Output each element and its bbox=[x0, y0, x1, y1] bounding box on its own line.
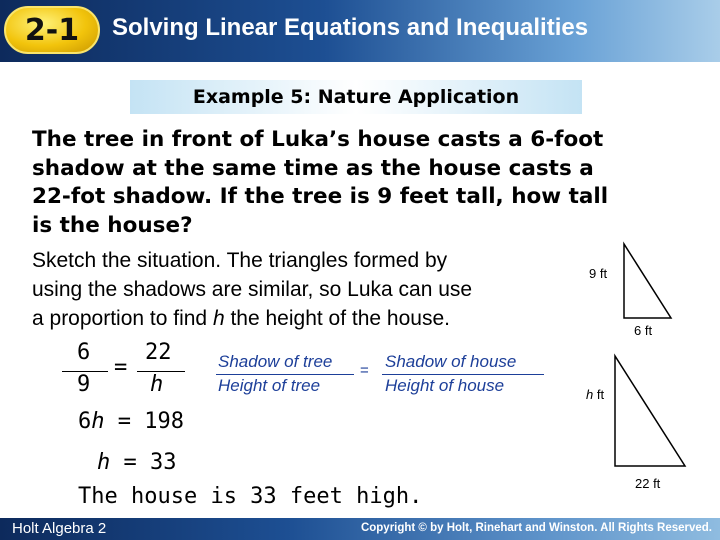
word-left-numerator: Shadow of tree bbox=[218, 352, 333, 371]
sketch-line: using the shadows are similar, so Luka can use bbox=[32, 278, 473, 301]
tree-height-label: 9 ft bbox=[589, 266, 608, 281]
tree-shadow-label: 6 ft bbox=[634, 323, 653, 338]
word-right-denominator: Height of house bbox=[385, 376, 505, 395]
house-height-label bbox=[586, 387, 604, 402]
proportion-left-denominator: 9 bbox=[77, 372, 91, 397]
proportion-equals: = bbox=[114, 355, 128, 380]
problem-line: 22-fot shadow. If the tree is 9 feet tall, how tall bbox=[32, 184, 609, 209]
proportion-right-numerator: 22 bbox=[145, 340, 172, 365]
variable-h: h bbox=[212, 307, 225, 330]
example-title: Example 5: Nature Application bbox=[192, 86, 520, 108]
proportion-right-denominator: h bbox=[150, 372, 164, 397]
proportion-left-numerator: 6 bbox=[77, 340, 91, 365]
textbook-name: Holt Algebra 2 bbox=[12, 520, 107, 537]
lesson-number: 2-1 bbox=[24, 12, 80, 48]
step-text: = 198 bbox=[104, 409, 184, 434]
lesson-title: Solving Linear Equations and Inequalities bbox=[112, 14, 589, 41]
sketch-line: Sketch the situation. The triangles formed by bbox=[32, 249, 448, 272]
word-right-numerator: Shadow of house bbox=[385, 352, 517, 371]
problem-line: The tree in front of Luka’s house casts a 6-foot bbox=[32, 127, 604, 152]
house-shadow-label: 22 ft bbox=[635, 476, 661, 491]
step-text: = 33 bbox=[110, 450, 177, 475]
footer-bar bbox=[0, 518, 720, 540]
tree-triangle bbox=[624, 244, 671, 318]
word-left-denominator: Height of tree bbox=[218, 376, 321, 395]
variable-h: h bbox=[586, 387, 594, 402]
problem-line: is the house? bbox=[32, 212, 193, 238]
sketch-text: a proportion to find bbox=[32, 307, 213, 330]
word-equals: = bbox=[360, 362, 369, 379]
variable-h: h bbox=[91, 409, 105, 434]
problem-line: shadow at the same time as the house casts a bbox=[32, 155, 594, 181]
answer-sentence: The house is 33 feet high. bbox=[78, 484, 423, 509]
copyright-notice: Copyright © by Holt, Rinehart and Winston. All Rights Reserved. bbox=[360, 522, 712, 534]
step-text: 6 bbox=[78, 409, 92, 434]
unit-text: ft bbox=[593, 387, 605, 402]
variable-h: h bbox=[97, 450, 111, 475]
sketch-text: the height of the house. bbox=[224, 307, 450, 330]
house-triangle bbox=[615, 356, 685, 466]
